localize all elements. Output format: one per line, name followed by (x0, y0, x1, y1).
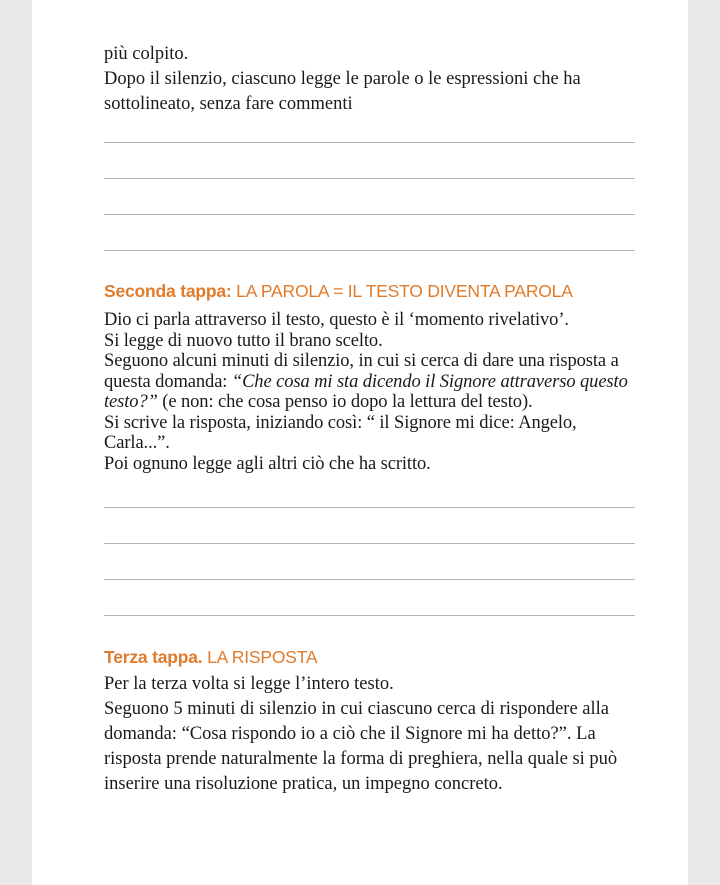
intro-line: più colpito. (104, 44, 189, 64)
paragraph: Per la terza volta si legge l’intero testo. (104, 674, 394, 694)
heading-title: LA RISPOSTA (202, 647, 318, 667)
section-heading-seconda-tappa (104, 280, 638, 302)
paragraph: Si legge di nuovo tutto il brano scelto. (104, 330, 383, 351)
heading-label: Terza tappa. (104, 647, 203, 667)
intro-paragraph: Dopo il silenzio, ciascuno legge le parole o le espressioni che ha sottolineato, senza fare commenti (104, 69, 581, 114)
page-content (104, 42, 638, 797)
paragraph (104, 351, 638, 413)
paragraph-text: Seguono alcuni minuti di silenzio, in cui si cerca di dare una risposta a questa domanda: (104, 351, 619, 392)
heading-label: Seconda tappa: (104, 281, 232, 301)
paragraph-text: (e non: che cosa penso io dopo la lettura del testo). (157, 392, 533, 412)
quoted-question: “Che cosa mi sta dicendo il Signore attraverso questo testo?” (104, 371, 628, 412)
section-heading-terza-tappa (104, 646, 638, 668)
document-page (32, 0, 688, 885)
heading-title: LA PAROLA = IL TESTO DIVENTA PAROLA (231, 281, 573, 301)
paragraph: Poi ognuno legge agli altri ciò che ha scritto. (104, 453, 431, 474)
paragraph: Si scrive la risposta, iniziando così: “ il Signore mi dice: Angelo, Carla...”. (104, 412, 577, 453)
paragraph: Seguono 5 minuti di silenzio in cui ciascuno cerca di rispondere alla domanda: “Cosa rispondo io a ciò che il Signore mi ha detto?”. La risposta prende naturalmente la forma di preghiera, nella quale si può inserire una risoluzione pratica, un impegno concreto. (104, 699, 618, 794)
paragraph: Dio ci parla attraverso il testo, questo è il ‘momento rivelativo’. (104, 310, 569, 330)
